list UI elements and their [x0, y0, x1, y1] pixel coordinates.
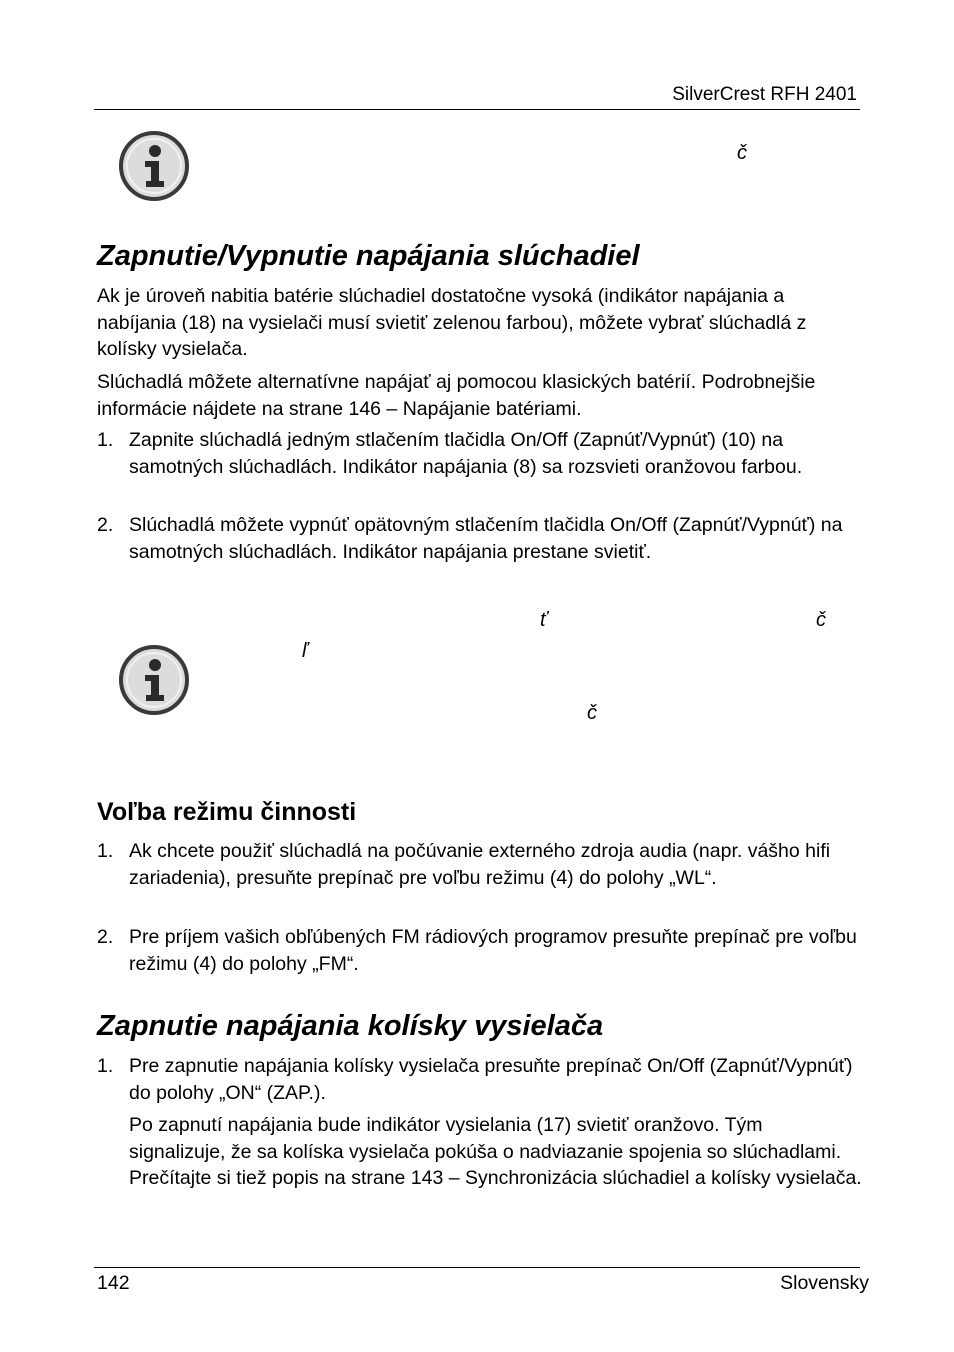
header-rule: [94, 109, 860, 110]
section-title: Voľba režimu činnosti: [97, 798, 357, 826]
paragraph: Slúchadlá môžete alternatívne napájať aj pomocou klasických batérií. Podrobnejšie informácie nájdete na strane 146 – Napájanie batériami.: [97, 371, 816, 420]
section-title: Zapnutie napájania kolísky vysielača: [97, 1010, 604, 1042]
header-title: SilverCrest RFH 2401: [672, 84, 857, 105]
list-number: 2.: [97, 926, 114, 948]
list-number: 1.: [97, 1055, 114, 1077]
info-icon: [117, 129, 191, 203]
list-text: Slúchadlá môžete vypnúť opätovným stlačením tlačidla On/Off (Zapnúť/Vypnúť) na samotných slúchadlách. Indikátor napájania prestane svietiť.: [129, 514, 843, 563]
note-glyph: ľ: [302, 640, 308, 662]
note-glyph: č: [737, 142, 747, 164]
note-glyph: č: [816, 609, 826, 631]
list-text: Zapnite slúchadlá jedným stlačením tlačidla On/Off (Zapnúť/Vypnúť) (10) na samotných slúchadlách. Indikátor napájania (8) sa rozsvieti oranžovou farbou.: [129, 429, 803, 478]
list-text: Pre zapnutie napájania kolísky vysielača presuňte prepínač On/Off (Zapnúť/Vypnúť) do polohy „ON“ (ZAP.).: [129, 1055, 853, 1104]
list-text: Ak chcete použiť slúchadlá na počúvanie externého zdroja audia (napr. vášho hifi zariadenia), presuňte prepínač pre voľbu režimu (4) do polohy „WL“.: [129, 840, 831, 889]
note-glyph: č: [587, 702, 597, 724]
page-number: 142: [97, 1272, 130, 1294]
section-title: Zapnutie/Vypnutie napájania slúchadiel: [97, 240, 640, 272]
list-number: 1.: [97, 429, 114, 451]
list-number: 1.: [97, 840, 114, 862]
list-text: Pre príjem vašich obľúbených FM rádiových programov presuňte prepínač pre voľbu režimu (4) do polohy „FM“.: [129, 926, 857, 975]
paragraph: Po zapnutí napájania bude indikátor vysielania (17) svietiť oranžovo. Tým signalizuje, že sa kolíska vysielača pokúša o nadviazanie spojenia so slúchadlami. Prečítajte si tiež popis na strane 143 – Synchronizácia slúchadiel a kolísky vysielača.: [129, 1114, 862, 1189]
list-number: 2.: [97, 514, 114, 536]
info-icon: [117, 643, 191, 717]
footer-language: Slovensky: [780, 1272, 869, 1294]
note-glyph: ť: [540, 609, 548, 631]
footer-rule: [94, 1267, 860, 1268]
paragraph: Ak je úroveň nabitia batérie slúchadiel dostatočne vysoká (indikátor napájania a nabíjania (18) na vysielači musí svietiť zelenou farbou), môžete vybrať slúchadlá z kolísky vysielača.: [97, 285, 807, 360]
